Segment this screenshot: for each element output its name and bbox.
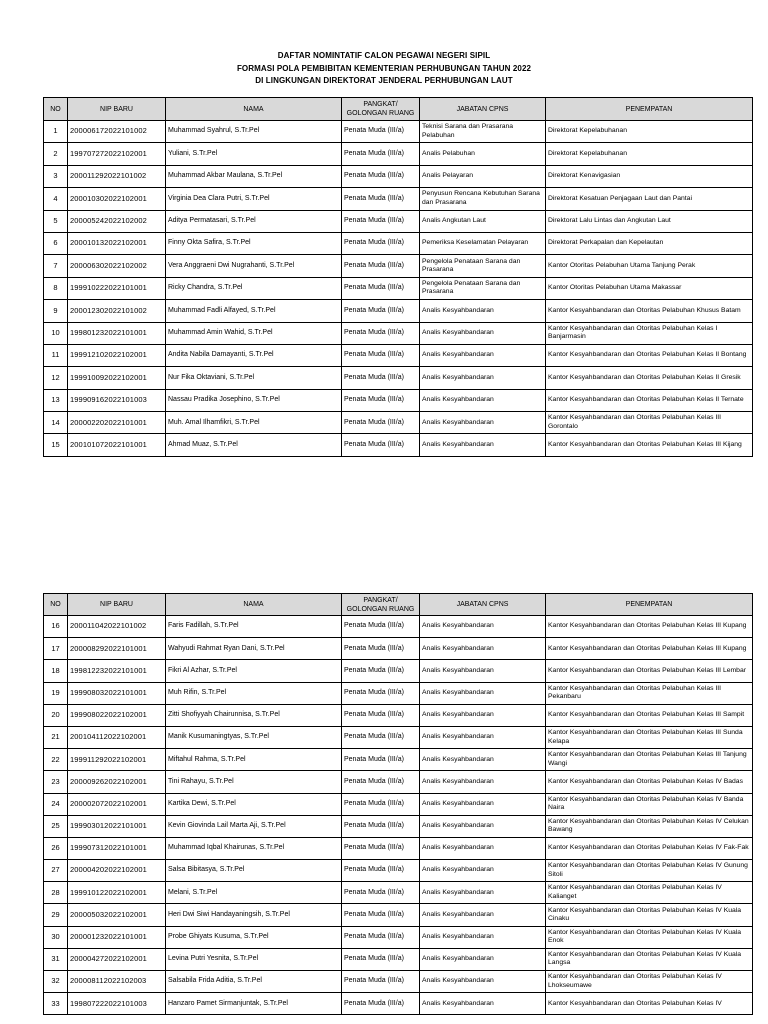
cell-nama: Muhammad Syahrul, S.Tr.Pel xyxy=(166,121,342,143)
table-row xyxy=(44,255,753,277)
cell-nama: Aditya Permatasari, S.Tr.Pel xyxy=(166,210,342,232)
col-header-pangkat-line2: GOLONGAN RUANG xyxy=(346,605,415,613)
cell-nip: 199807222022101003 xyxy=(68,993,166,1015)
cell-jabatan: Analis Kesyahbandaran xyxy=(420,971,546,993)
cell-pangkat: Penata Muda (III/a) xyxy=(342,971,420,993)
table-row xyxy=(44,882,753,904)
cell-nama: Heri Dwi Siwi Handayaningsih, S.Tr.Pel xyxy=(166,904,342,926)
cell-nip: 200001232022101001 xyxy=(68,926,166,948)
table-row xyxy=(44,793,753,815)
table-header-row xyxy=(44,98,753,121)
cell-jabatan: Analis Kesyahbandaran xyxy=(420,344,546,366)
cell-nama: Andita Nabila Damayanti, S.Tr.Pel xyxy=(166,344,342,366)
cell-nip: 200008292022101001 xyxy=(68,638,166,660)
col-header-jabatan: JABATAN CPNS xyxy=(420,98,546,121)
cell-penempatan: Direktorat Kesatuan Penjagaan Laut dan Pantai xyxy=(546,188,753,210)
cell-nama: Muhammad Amin Wahid, S.Tr.Pel xyxy=(166,322,342,344)
cell-nip: 199907312022101001 xyxy=(68,837,166,859)
cell-nip: 199910222022101001 xyxy=(68,277,166,299)
table-row xyxy=(44,121,753,143)
cell-nip: 199910092022102001 xyxy=(68,367,166,389)
cell-pangkat: Penata Muda (III/a) xyxy=(342,749,420,771)
table-row xyxy=(44,300,753,322)
cell-no: 13 xyxy=(44,389,68,411)
table-row xyxy=(44,638,753,660)
cell-nip: 200011292022101002 xyxy=(68,165,166,187)
cell-jabatan: Analis Kesyahbandaran xyxy=(420,926,546,948)
cell-nip: 200004202022102001 xyxy=(68,860,166,882)
cell-jabatan: Analis Kesyahbandaran xyxy=(420,367,546,389)
col-header-pangkat-line2: GOLONGAN RUANG xyxy=(346,110,415,117)
cell-nama: Muhammad Fadli Alfayed, S.Tr.Pel xyxy=(166,300,342,322)
cell-nip: 199912102022102001 xyxy=(68,344,166,366)
cell-nip: 199908022022102001 xyxy=(68,704,166,726)
cell-nama: Nur Fika Oktaviani, S.Tr.Pel xyxy=(166,367,342,389)
cell-no: 18 xyxy=(44,660,68,682)
table-row xyxy=(44,971,753,993)
table2-body xyxy=(44,616,753,1015)
cell-no: 29 xyxy=(44,904,68,926)
cell-nama: Nassau Pradika Josephino, S.Tr.Pel xyxy=(166,389,342,411)
cell-nip: 200012302022101002 xyxy=(68,300,166,322)
cell-pangkat: Penata Muda (III/a) xyxy=(342,860,420,882)
cell-penempatan: Kantor Kesyahbandaran dan Otoritas Pelabuhan Kelas IV Lhokseumawe xyxy=(546,971,753,993)
cell-penempatan: Kantor Kesyahbandaran dan Otoritas Pelabuhan Kelas IV Kuala Cinaku xyxy=(546,904,753,926)
cell-nama: Salsabila Frida Aditia, S.Tr.Pel xyxy=(166,971,342,993)
cell-nama: Salsa Bibitasya, S.Tr.Pel xyxy=(166,860,342,882)
cell-penempatan: Direktorat Perkapalan dan Kepelautan xyxy=(546,232,753,254)
table-row xyxy=(44,412,753,434)
cell-nama: Ricky Chandra, S.Tr.Pel xyxy=(166,277,342,299)
cell-pangkat: Penata Muda (III/a) xyxy=(342,638,420,660)
cell-pangkat: Penata Muda (III/a) xyxy=(342,993,420,1015)
col-header-jabatan: JABATAN CPNS xyxy=(420,594,546,616)
cell-pangkat: Penata Muda (III/a) xyxy=(342,660,420,682)
cell-no: 20 xyxy=(44,704,68,726)
cell-nip: 200005242022102002 xyxy=(68,210,166,232)
table-row xyxy=(44,389,753,411)
cell-jabatan: Analis Kesyahbandaran xyxy=(420,638,546,660)
cell-no: 16 xyxy=(44,616,68,638)
cell-pangkat: Penata Muda (III/a) xyxy=(342,726,420,748)
table-row xyxy=(44,344,753,366)
cell-pangkat: Penata Muda (III/a) xyxy=(342,926,420,948)
cell-penempatan: Direktorat Lalu Lintas dan Angkutan Laut xyxy=(546,210,753,232)
cell-penempatan: Kantor Kesyahbandaran dan Otoritas Pelabuhan Kelas II Bontang xyxy=(546,344,753,366)
cell-no: 2 xyxy=(44,143,68,165)
cell-nama: Vera Anggraeni Dwi Nugrahanti, S.Tr.Pel xyxy=(166,255,342,277)
table-row xyxy=(44,704,753,726)
table-row xyxy=(44,660,753,682)
cell-jabatan: Analis Kesyahbandaran xyxy=(420,771,546,793)
cell-no: 7 xyxy=(44,255,68,277)
cell-jabatan: Analis Kesyahbandaran xyxy=(420,660,546,682)
cell-no: 24 xyxy=(44,793,68,815)
cell-pangkat: Penata Muda (III/a) xyxy=(342,344,420,366)
cell-jabatan: Analis Angkutan Laut xyxy=(420,210,546,232)
cell-penempatan: Kantor Kesyahbandaran dan Otoritas Pelabuhan Kelas IV Kalianget xyxy=(546,882,753,904)
cell-penempatan: Kantor Kesyahbandaran dan Otoritas Pelabuhan Kelas III Sunda Kelapa xyxy=(546,726,753,748)
table-row xyxy=(44,210,753,232)
cell-pangkat: Penata Muda (III/a) xyxy=(342,232,420,254)
cell-nip: 200005032022102001 xyxy=(68,904,166,926)
cell-no: 33 xyxy=(44,993,68,1015)
cell-pangkat: Penata Muda (III/a) xyxy=(342,793,420,815)
cell-no: 4 xyxy=(44,188,68,210)
cell-jabatan: Analis Kesyahbandaran xyxy=(420,860,546,882)
table-row xyxy=(44,815,753,837)
cell-penempatan: Kantor Kesyahbandaran dan Otoritas Pelabuhan Kelas III Lembar xyxy=(546,660,753,682)
cell-no: 27 xyxy=(44,860,68,882)
cell-no: 25 xyxy=(44,815,68,837)
cell-jabatan: Analis Kesyahbandaran xyxy=(420,993,546,1015)
cell-penempatan: Direktorat Kepelabuhanan xyxy=(546,143,753,165)
cell-penempatan: Kantor Kesyahbandaran dan Otoritas Pelabuhan Kelas IV Kuala Enok xyxy=(546,926,753,948)
table-row xyxy=(44,188,753,210)
cell-nip: 200004272022102001 xyxy=(68,948,166,970)
table-row xyxy=(44,277,753,299)
cell-nama: Melani, S.Tr.Pel xyxy=(166,882,342,904)
cell-pangkat: Penata Muda (III/a) xyxy=(342,188,420,210)
cell-jabatan: Analis Kesyahbandaran xyxy=(420,749,546,771)
cell-pangkat: Penata Muda (III/a) xyxy=(342,277,420,299)
cell-no: 28 xyxy=(44,882,68,904)
title-line-2: FORMASI POLA PEMBIBITAN KEMENTERIAN PERHUBUNGAN TAHUN 2022 xyxy=(236,63,532,73)
cell-penempatan: Direktorat Kenavigasian xyxy=(546,165,753,187)
table-row xyxy=(44,749,753,771)
table-row xyxy=(44,726,753,748)
cell-nama: Zitti Shofiyyah Chairunnisa, S.Tr.Pel xyxy=(166,704,342,726)
cell-nama: Probe Ghiyats Kusuma, S.Tr.Pel xyxy=(166,926,342,948)
cell-penempatan: Direktorat Kepelabuhanan xyxy=(546,121,753,143)
cell-penempatan: Kantor Otoritas Pelabuhan Utama Tanjung Perak xyxy=(546,255,753,277)
cell-no: 8 xyxy=(44,277,68,299)
cell-penempatan: Kantor Kesyahbandaran dan Otoritas Pelabuhan Kelas IV Banda Naira xyxy=(546,793,753,815)
table-header-row xyxy=(44,594,753,616)
cell-nip: 199707272022102001 xyxy=(68,143,166,165)
cell-jabatan: Analis Pelayaran xyxy=(420,165,546,187)
table-row xyxy=(44,904,753,926)
col-header-pangkat-line1: PANGKAT/ xyxy=(363,101,398,108)
cell-no: 1 xyxy=(44,121,68,143)
cell-pangkat: Penata Muda (III/a) xyxy=(342,165,420,187)
cell-pangkat: Penata Muda (III/a) xyxy=(342,771,420,793)
cell-nip: 199910122022102001 xyxy=(68,882,166,904)
nominative-table-1 xyxy=(43,97,753,457)
cell-no: 32 xyxy=(44,971,68,993)
cell-pangkat: Penata Muda (III/a) xyxy=(342,121,420,143)
cell-nama: Finny Okta Safira, S.Tr.Pel xyxy=(166,232,342,254)
cell-nip: 199911292022102001 xyxy=(68,749,166,771)
cell-nip: 199908032022101001 xyxy=(68,682,166,704)
cell-penempatan: Kantor Kesyahbandaran dan Otoritas Pelabuhan Kelas IV Fak-Fak xyxy=(546,837,753,859)
cell-nama: Ahmad Muaz, S.Tr.Pel xyxy=(166,434,342,456)
cell-no: 15 xyxy=(44,434,68,456)
table-row xyxy=(44,993,753,1015)
cell-nama: Tini Rahayu, S.Tr.Pel xyxy=(166,771,342,793)
cell-nip: 200011042022101002 xyxy=(68,616,166,638)
cell-jabatan: Pengelola Penataan Sarana dan Prasarana xyxy=(420,277,546,299)
table-row xyxy=(44,434,753,456)
cell-nama: Hanzaro Pamet Sirmanjuntak, S.Tr.Pel xyxy=(166,993,342,1015)
cell-penempatan: Kantor Kesyahbandaran dan Otoritas Pelabuhan Kelas III Tanjung Wangi xyxy=(546,749,753,771)
cell-no: 6 xyxy=(44,232,68,254)
cell-jabatan: Analis Kesyahbandaran xyxy=(420,815,546,837)
table-row xyxy=(44,837,753,859)
cell-nip: 200010132022102001 xyxy=(68,232,166,254)
cell-jabatan: Analis Kesyahbandaran xyxy=(420,616,546,638)
cell-penempatan: Kantor Kesyahbandaran dan Otoritas Pelabuhan Kelas III Sampit xyxy=(546,704,753,726)
cell-nip: 200101072022101001 xyxy=(68,434,166,456)
col-header-penempatan: PENEMPATAN xyxy=(546,594,753,616)
cell-pangkat: Penata Muda (III/a) xyxy=(342,704,420,726)
cell-nama: Muhammad Iqbal Khairunas, S.Tr.Pel xyxy=(166,837,342,859)
cell-no: 5 xyxy=(44,210,68,232)
cell-nama: Muhammad Akbar Maulana, S.Tr.Pel xyxy=(166,165,342,187)
table-row xyxy=(44,926,753,948)
cell-pangkat: Penata Muda (III/a) xyxy=(342,882,420,904)
cell-penempatan: Kantor Kesyahbandaran dan Otoritas Pelabuhan Kelas III Kupang xyxy=(546,638,753,660)
table-row xyxy=(44,322,753,344)
cell-nip: 200008112022102003 xyxy=(68,971,166,993)
cell-no: 12 xyxy=(44,367,68,389)
cell-pangkat: Penata Muda (III/a) xyxy=(342,300,420,322)
col-header-no: NO xyxy=(44,594,68,616)
cell-jabatan: Analis Kesyahbandaran xyxy=(420,882,546,904)
cell-jabatan: Analis Kesyahbandaran xyxy=(420,948,546,970)
col-header-nama: NAMA xyxy=(166,594,342,616)
cell-nip: 200006172022101002 xyxy=(68,121,166,143)
table-row xyxy=(44,860,753,882)
table-row xyxy=(44,367,753,389)
cell-jabatan: Pemeriksa Keselamatan Pelayaran xyxy=(420,232,546,254)
cell-nama: Muh Rifin, S.Tr.Pel xyxy=(166,682,342,704)
cell-no: 9 xyxy=(44,300,68,322)
title-line-1: DAFTAR NOMINTATIF CALON PEGAWAI NEGERI SIPIL xyxy=(277,51,491,60)
cell-nama: Wahyudi Rahmat Ryan Dani, S.Tr.Pel xyxy=(166,638,342,660)
cell-nip: 200002202022101001 xyxy=(68,412,166,434)
nominative-table-2 xyxy=(43,593,753,1015)
cell-pangkat: Penata Muda (III/a) xyxy=(342,389,420,411)
cell-penempatan: Kantor Kesyahbandaran dan Otoritas Pelabuhan Kelas IV Gunung Sitoli xyxy=(546,860,753,882)
cell-no: 30 xyxy=(44,926,68,948)
cell-no: 26 xyxy=(44,837,68,859)
cell-pangkat: Penata Muda (III/a) xyxy=(342,143,420,165)
cell-pangkat: Penata Muda (III/a) xyxy=(342,322,420,344)
cell-penempatan: Kantor Kesyahbandaran dan Otoritas Pelabuhan Khusus Batam xyxy=(546,300,753,322)
cell-pangkat: Penata Muda (III/a) xyxy=(342,434,420,456)
table-row xyxy=(44,143,753,165)
cell-penempatan: Kantor Kesyahbandaran dan Otoritas Pelabuhan Kelas II Gresik xyxy=(546,367,753,389)
cell-jabatan: Penyusun Rencana Kebutuhan Sarana dan Prasarana xyxy=(420,188,546,210)
cell-jabatan: Analis Kesyahbandaran xyxy=(420,704,546,726)
table-row xyxy=(44,232,753,254)
cell-jabatan: Analis Kesyahbandaran xyxy=(420,434,546,456)
col-header-nip: NIP BARU xyxy=(68,594,166,616)
cell-nip: 200002072022102001 xyxy=(68,793,166,815)
cell-nama: Muh. Amal Ilhamfikri, S.Tr.Pel xyxy=(166,412,342,434)
table-row xyxy=(44,682,753,704)
cell-jabatan: Analis Pelabuhan xyxy=(420,143,546,165)
cell-jabatan: Analis Kesyahbandaran xyxy=(420,682,546,704)
col-header-pangkat xyxy=(342,98,420,121)
cell-pangkat: Penata Muda (III/a) xyxy=(342,412,420,434)
cell-jabatan: Analis Kesyahbandaran xyxy=(420,726,546,748)
cell-no: 14 xyxy=(44,412,68,434)
cell-no: 3 xyxy=(44,165,68,187)
cell-penempatan: Kantor Kesyahbandaran dan Otoritas Pelabuhan Kelas I Banjarmasin xyxy=(546,322,753,344)
cell-no: 10 xyxy=(44,322,68,344)
cell-jabatan: Analis Kesyahbandaran xyxy=(420,793,546,815)
cell-jabatan: Teknisi Sarana dan Prasarana Pelabuhan xyxy=(420,121,546,143)
cell-nip: 200009262022102001 xyxy=(68,771,166,793)
cell-jabatan: Analis Kesyahbandaran xyxy=(420,300,546,322)
cell-no: 11 xyxy=(44,344,68,366)
cell-penempatan: Kantor Kesyahbandaran dan Otoritas Pelabuhan Kelas III Gorontalo xyxy=(546,412,753,434)
cell-jabatan: Pengelola Penataan Sarana dan Prasarana xyxy=(420,255,546,277)
cell-pangkat: Penata Muda (III/a) xyxy=(342,904,420,926)
cell-nama: Fikri Al Azhar, S.Tr.Pel xyxy=(166,660,342,682)
col-header-nip: NIP BARU xyxy=(68,98,166,121)
cell-pangkat: Penata Muda (III/a) xyxy=(342,837,420,859)
cell-penempatan: Kantor Kesyahbandaran dan Otoritas Pelabuhan Kelas IV Celukan Bawang xyxy=(546,815,753,837)
cell-penempatan: Kantor Kesyahbandaran dan Otoritas Pelabuhan Kelas IV Badas xyxy=(546,771,753,793)
cell-pangkat: Penata Muda (III/a) xyxy=(342,815,420,837)
cell-nama: Miftahul Rahma, S.Tr.Pel xyxy=(166,749,342,771)
cell-jabatan: Analis Kesyahbandaran xyxy=(420,322,546,344)
cell-nama: Kevin Giovinda Lail Marta Aji, S.Tr.Pel xyxy=(166,815,342,837)
cell-nama: Virginia Dea Clara Putri, S.Tr.Pel xyxy=(166,188,342,210)
cell-penempatan: Kantor Kesyahbandaran dan Otoritas Pelabuhan Kelas IV Kuala Langsa xyxy=(546,948,753,970)
col-header-nama: NAMA xyxy=(166,98,342,121)
col-header-penempatan: PENEMPATAN xyxy=(546,98,753,121)
cell-no: 21 xyxy=(44,726,68,748)
cell-nip: 199801232022101001 xyxy=(68,322,166,344)
cell-nip: 199812232022101001 xyxy=(68,660,166,682)
col-header-pangkat xyxy=(342,594,420,616)
cell-pangkat: Penata Muda (III/a) xyxy=(342,616,420,638)
cell-nip: 199909162022101003 xyxy=(68,389,166,411)
cell-nama: Kartika Dewi, S.Tr.Pel xyxy=(166,793,342,815)
table-row xyxy=(44,948,753,970)
cell-penempatan: Kantor Kesyahbandaran dan Otoritas Pelabuhan Kelas II Ternate xyxy=(546,389,753,411)
cell-nama: Manik Kusumaningtyas, S.Tr.Pel xyxy=(166,726,342,748)
table-row xyxy=(44,165,753,187)
cell-jabatan: Analis Kesyahbandaran xyxy=(420,837,546,859)
cell-nip: 200010302022102001 xyxy=(68,188,166,210)
cell-penempatan: Kantor Kesyahbandaran dan Otoritas Pelabuhan Kelas III Kupang xyxy=(546,616,753,638)
cell-nama: Levina Putri Yesnita, S.Tr.Pel xyxy=(166,948,342,970)
col-header-no: NO xyxy=(44,98,68,121)
cell-penempatan: Kantor Kesyahbandaran dan Otoritas Pelabuhan Kelas III Kijang xyxy=(546,434,753,456)
cell-no: 31 xyxy=(44,948,68,970)
cell-no: 19 xyxy=(44,682,68,704)
cell-pangkat: Penata Muda (III/a) xyxy=(342,948,420,970)
cell-nip: 199903012022101001 xyxy=(68,815,166,837)
table-row xyxy=(44,771,753,793)
cell-nama: Yuliani, S.Tr.Pel xyxy=(166,143,342,165)
document-title-block xyxy=(0,50,768,88)
cell-nama: Faris Fadillah, S.Tr.Pel xyxy=(166,616,342,638)
table1-body xyxy=(44,121,753,457)
col-header-pangkat-line1: PANGKAT/ xyxy=(363,596,398,604)
cell-nip: 200104112022102001 xyxy=(68,726,166,748)
cell-jabatan: Analis Kesyahbandaran xyxy=(420,904,546,926)
cell-no: 22 xyxy=(44,749,68,771)
cell-penempatan: Kantor Kesyahbandaran dan Otoritas Pelabuhan Kelas III Pekanbaru xyxy=(546,682,753,704)
cell-pangkat: Penata Muda (III/a) xyxy=(342,682,420,704)
cell-pangkat: Penata Muda (III/a) xyxy=(342,367,420,389)
title-line-3: DI LINGKUNGAN DIREKTORAT JENDERAL PERHUBUNGAN LAUT xyxy=(255,76,513,85)
cell-nip: 200006302022102002 xyxy=(68,255,166,277)
cell-pangkat: Penata Muda (III/a) xyxy=(342,210,420,232)
cell-penempatan: Kantor Otoritas Pelabuhan Utama Makassar xyxy=(546,277,753,299)
cell-jabatan: Analis Kesyahbandaran xyxy=(420,412,546,434)
table-row xyxy=(44,616,753,638)
cell-no: 23 xyxy=(44,771,68,793)
cell-no: 17 xyxy=(44,638,68,660)
cell-jabatan: Analis Kesyahbandaran xyxy=(420,389,546,411)
cell-pangkat: Penata Muda (III/a) xyxy=(342,255,420,277)
cell-penempatan: Kantor Kesyahbandaran dan Otoritas Pelabuhan Kelas IV xyxy=(546,993,753,1015)
